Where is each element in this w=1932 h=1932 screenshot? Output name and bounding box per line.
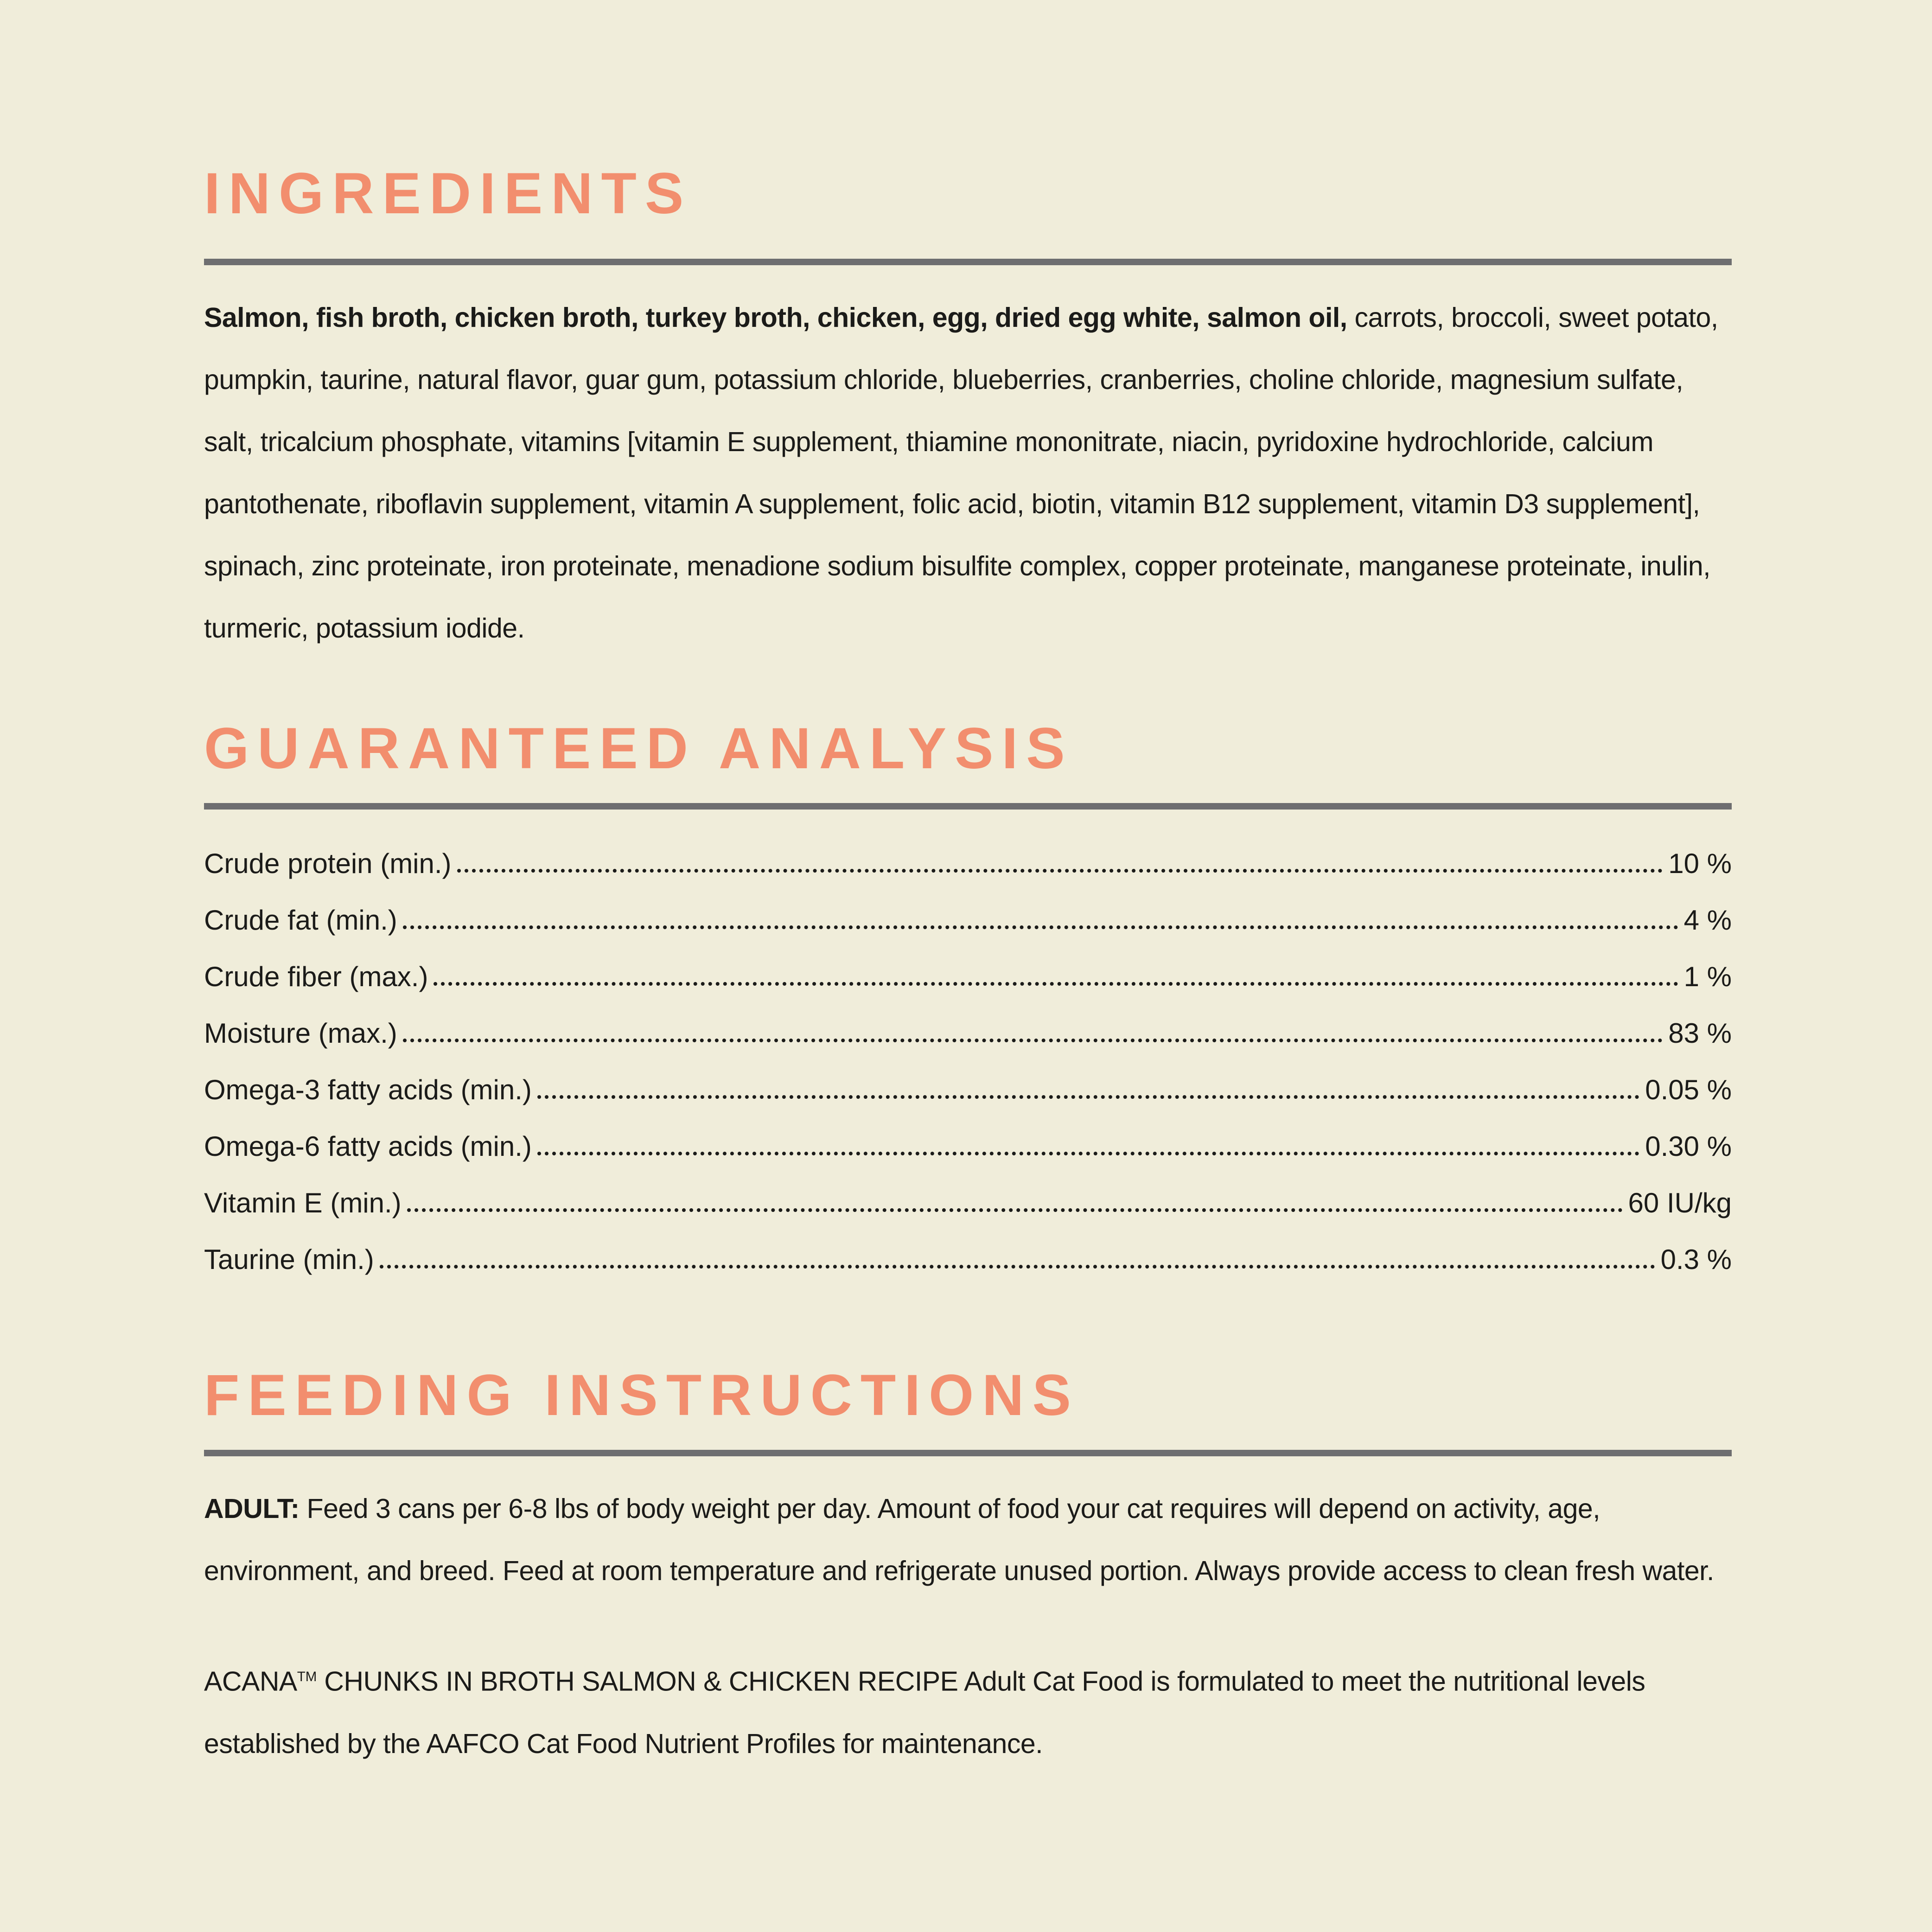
dot-leader xyxy=(403,1039,1663,1042)
dot-leader xyxy=(434,982,1678,986)
nutrient-value: 83 % xyxy=(1668,1018,1732,1049)
table-row xyxy=(204,993,1732,1050)
dot-leader xyxy=(457,869,1663,873)
nutrient-label: Moisture (max.) xyxy=(204,1018,397,1049)
dot-leader xyxy=(407,1208,1623,1212)
ingredients-lead-bold: Salmon, fish broth, chicken broth, turkey broth, chicken, egg, dried egg white, salmon oil, xyxy=(204,302,1347,333)
label-content xyxy=(204,0,1732,1775)
nutrient-label: Crude fat (min.) xyxy=(204,905,397,936)
ingredients-rest: carrots, broccoli, sweet potato, pumpkin, taurine, natural flavor, guar gum, potassium chloride, blueberries, cranberries, choline chloride, magnesium sulfate, salt, tricalcium phosphate, vitamins [vitamin E supplement, thiamine mononitrate, niacin, pyridoxine hydrochloride, calcium pantothenate, riboflavin supplement, vitamin A supplement, folic acid, biotin, vitamin B12 supplement, vitamin D3 supplement], spinach, zinc proteinate, iron proteinate, menadione sodium bisulfite complex, copper proteinate, manganese proteinate, inulin, turmeric, potassium iodide. xyxy=(204,302,1718,644)
nutrient-label: Taurine (min.) xyxy=(204,1244,374,1275)
table-row xyxy=(204,1106,1732,1163)
adult-text: Feed 3 cans per 6-8 lbs of body weight per day. Amount of food your cat requires will depend on activity, age, environment, and breed. Feed at room temperature and refrigerate unused portion. Always provide access to clean fresh water. xyxy=(204,1493,1714,1586)
table-row xyxy=(204,823,1732,880)
ingredients-paragraph xyxy=(204,287,1732,659)
nutrient-label: Crude fiber (max.) xyxy=(204,961,428,992)
ingredients-divider xyxy=(204,259,1732,265)
dot-leader xyxy=(537,1152,1639,1155)
table-row xyxy=(204,880,1732,937)
ingredients-title: INGREDIENTS xyxy=(204,161,692,226)
guaranteed-analysis-title: GUARANTEED ANALYSIS xyxy=(204,716,1073,781)
brand-name: ACANA xyxy=(204,1666,297,1697)
dot-leader xyxy=(403,925,1678,929)
feeding-instructions-title: FEEDING INSTRUCTIONS xyxy=(204,1363,1079,1428)
feeding-instructions-divider xyxy=(204,1450,1732,1456)
nutrient-value: 0.05 % xyxy=(1645,1074,1732,1105)
table-row xyxy=(204,1050,1732,1106)
trademark-symbol: TM xyxy=(297,1669,317,1684)
nutrient-value: 1 % xyxy=(1683,961,1732,992)
nutrient-value: 10 % xyxy=(1668,848,1732,879)
aafco-note-text: CHUNKS IN BROTH SALMON & CHICKEN RECIPE Adult Cat Food is formulated to meet the nutritional levels established by the AAFCO Cat Food Nutrient Profiles for maintenance. xyxy=(204,1666,1645,1759)
nutrient-value: 60 IU/kg xyxy=(1628,1187,1732,1218)
nutrient-label: Omega-3 fatty acids (min.) xyxy=(204,1074,532,1105)
nutrient-label: Crude protein (min.) xyxy=(204,848,452,879)
aafco-note-paragraph xyxy=(204,1646,1732,1775)
nutrient-value: 4 % xyxy=(1683,905,1732,936)
table-row xyxy=(204,937,1732,993)
dot-leader xyxy=(537,1095,1639,1099)
nutrient-label: Omega-6 fatty acids (min.) xyxy=(204,1131,532,1162)
nutrient-value: 0.3 % xyxy=(1660,1244,1732,1275)
table-row xyxy=(204,1219,1732,1276)
guaranteed-analysis-divider xyxy=(204,803,1732,810)
dot-leader xyxy=(380,1265,1655,1269)
guaranteed-analysis-table xyxy=(204,823,1732,1276)
feeding-adult-paragraph xyxy=(204,1478,1732,1602)
nutrient-label: Vitamin E (min.) xyxy=(204,1187,402,1218)
nutrient-value: 0.30 % xyxy=(1645,1131,1732,1162)
table-row xyxy=(204,1163,1732,1219)
adult-label: ADULT: xyxy=(204,1493,300,1524)
